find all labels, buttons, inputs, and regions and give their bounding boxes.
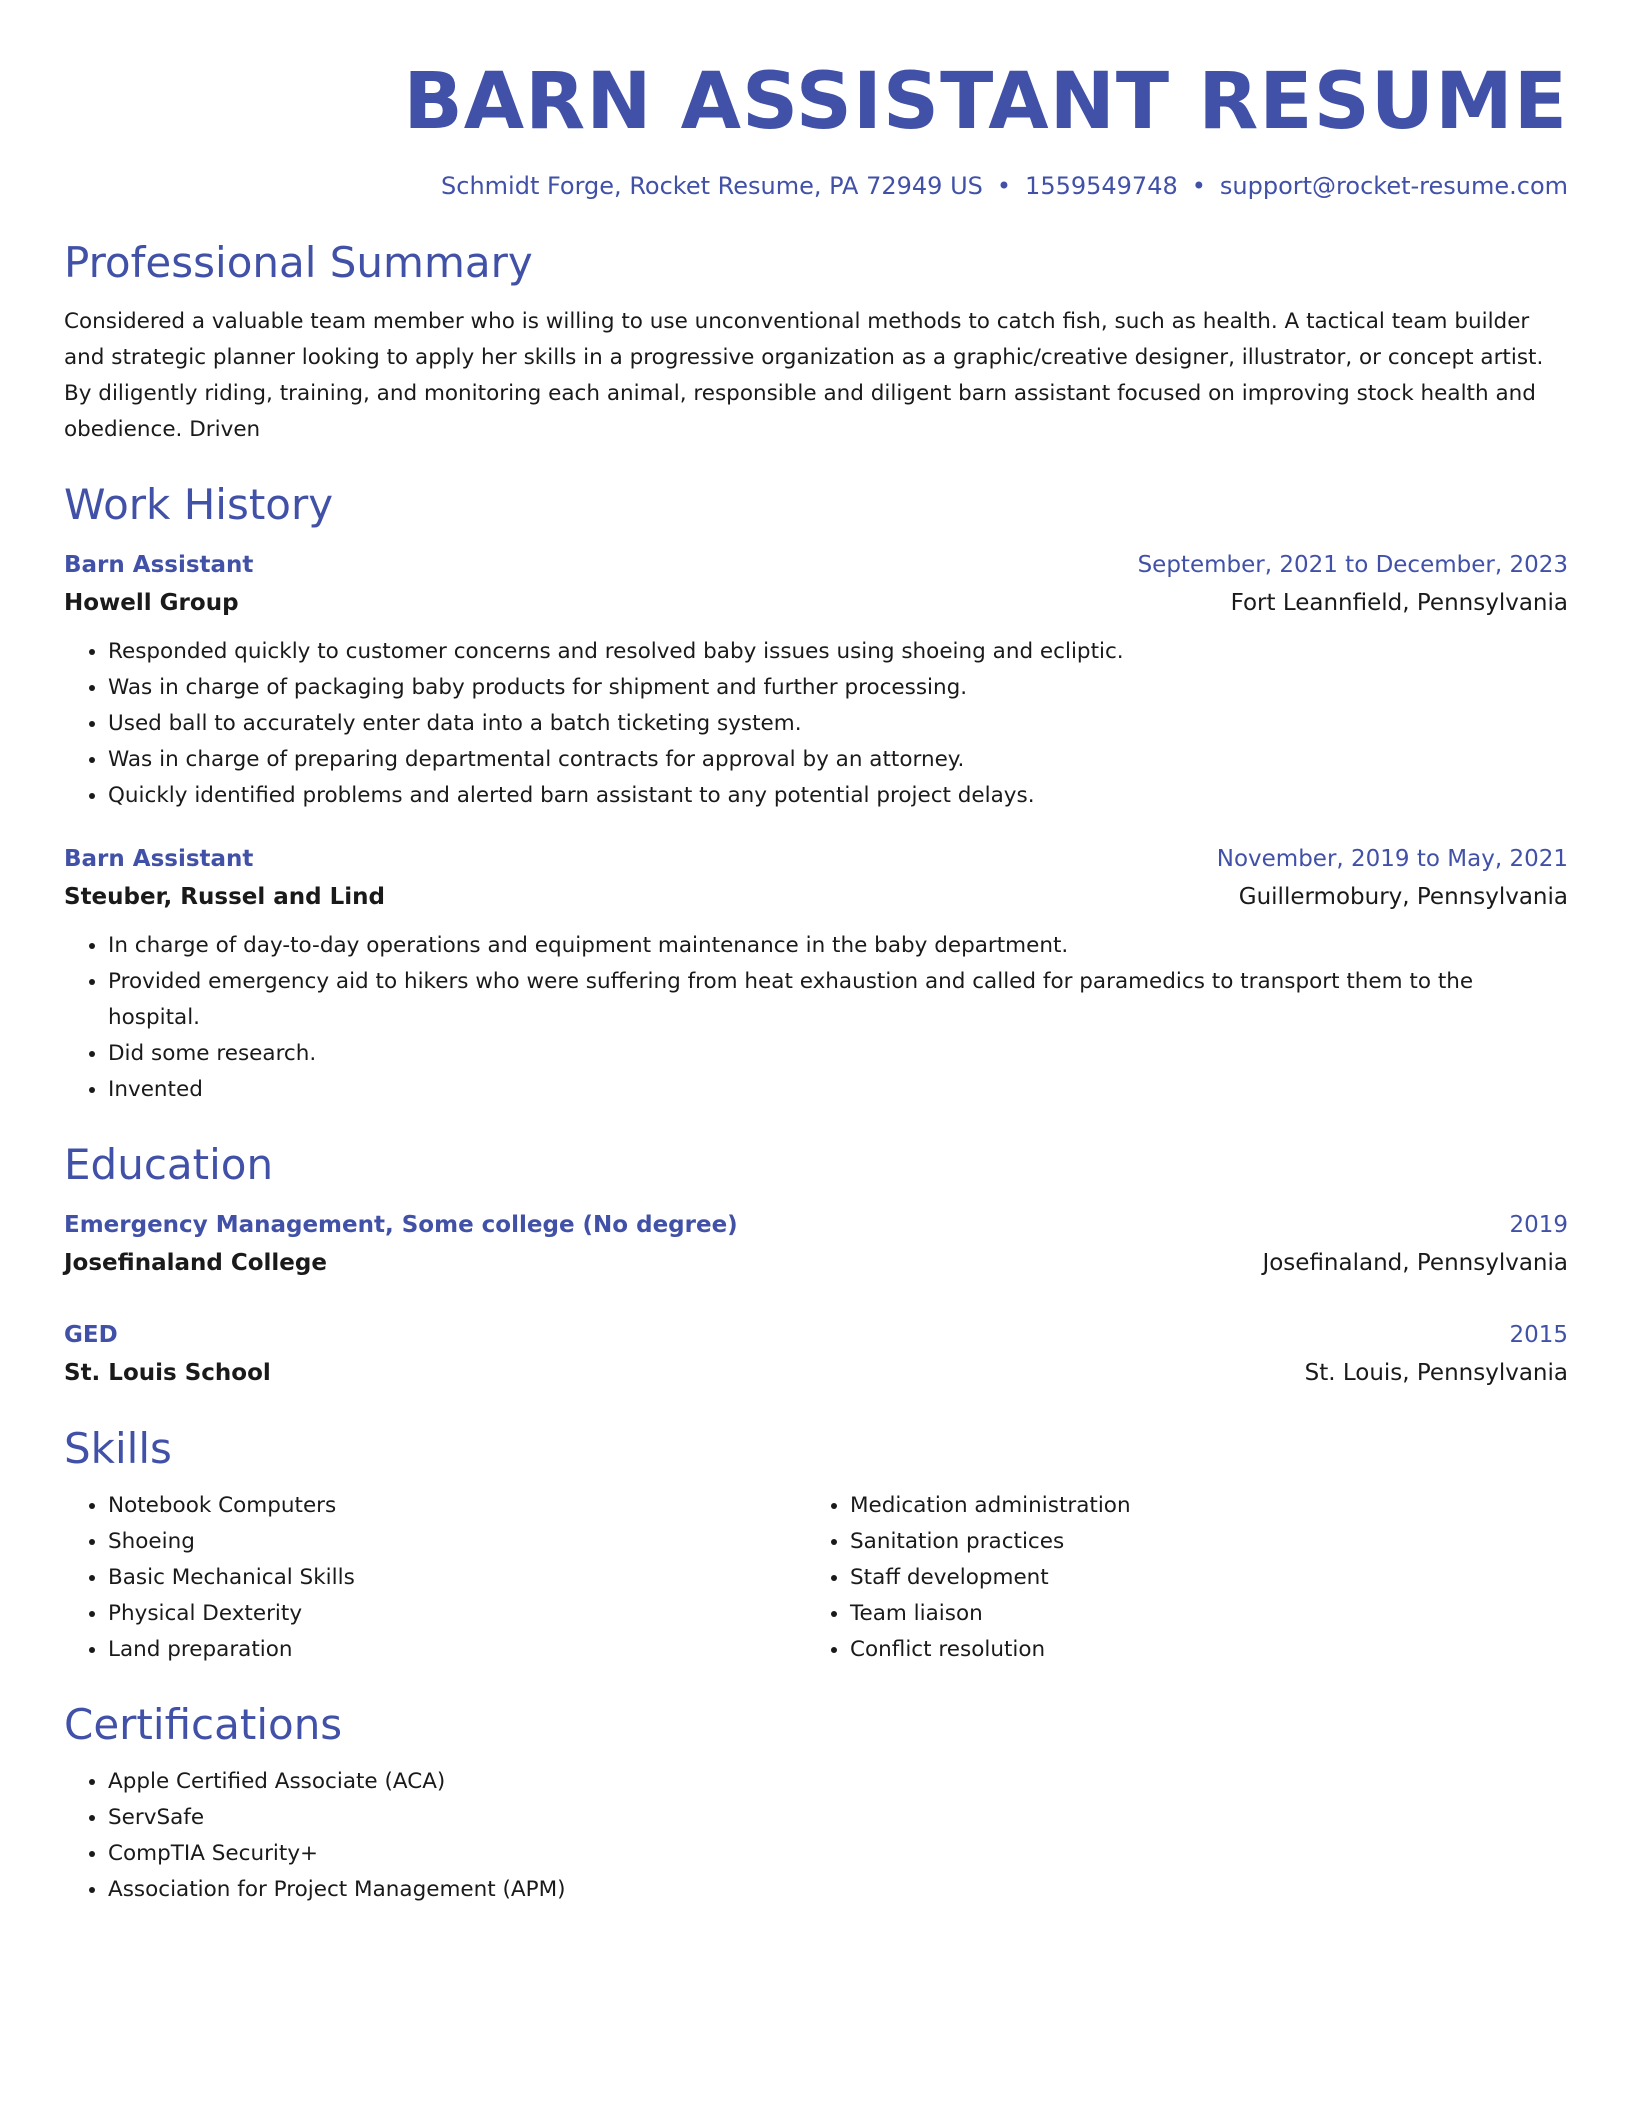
job-title: Barn Assistant [64,846,254,872]
section-title-skills: Skills [64,1424,172,1473]
contact-phone[interactable]: 1559549748 [1025,172,1178,200]
list-item: • Quickly identified problems and alerted barn assistant to any potential project delays. [108,778,1568,814]
list-item: • Staff development [850,1560,1548,1596]
list-item: • Sanitation practices [850,1524,1548,1560]
education-year: 2015 [1509,1322,1568,1348]
job-company: Howell Group [64,590,239,616]
skills-list-left [64,1488,806,1668]
section-title-certifications: Certifications [64,1700,343,1749]
list-item: • Land preparation [108,1632,806,1668]
contact-separator: • [996,172,1012,200]
job-location: Fort Leannfield, Pennsylvania [1230,590,1568,616]
section-title-education: Education [64,1140,274,1189]
job-location: Guillermobury, Pennsylvania [1238,884,1568,910]
contact-address: Schmidt Forge, Rocket Resume, PA 72949 US [441,172,983,200]
education-year: 2019 [1509,1212,1568,1238]
section-title-summary: Professional Summary [64,238,533,287]
education-entry [64,1316,1568,1392]
education-degree: GED [64,1322,118,1348]
skills-section [64,1422,1568,1668]
education-school: Josefinaland College [64,1250,327,1276]
list-item: • Apple Certified Associate (ACA) [108,1764,1568,1800]
job-bullets [64,634,1568,814]
skills-columns [64,1476,1568,1668]
list-item: • Basic Mechanical Skills [108,1560,806,1596]
summary-text: Considered a valuable team member who is willing to use unconventional methods to catch fish, such as health. A tactical team builder and strategic planner looking to apply her skills in a progressive organization as a graphic/creative designer, illustrator, or concept artist. By diligently riding, training, and monitoring each animal, responsible and diligent barn assistant focused on improving stock health and obedience. Driven [64,309,1544,442]
resume-title: BARN ASSISTANT RESUME [403,57,1568,147]
list-item: • Responded quickly to customer concerns and resolved baby issues using shoeing and ecliptic. [108,634,1568,670]
education-school: St. Louis School [64,1360,271,1386]
list-item: • Medication administration [850,1488,1548,1524]
list-item: • Was in charge of preparing departmental contracts for approval by an attorney. [108,742,1568,778]
job-entry [64,840,1568,1108]
list-item: • Did some research. [108,1036,1568,1072]
contact-line [64,170,1568,202]
list-item: • In charge of day-to-day operations and equipment maintenance in the baby department. [108,928,1568,964]
list-item: • Provided emergency aid to hikers who were suffering from heat exhaustion and called for paramedics to transport them to the hospital. [108,964,1568,1036]
education-degree: Emergency Management, Some college (No degree) [64,1212,738,1238]
job-dates: September, 2021 to December, 2023 [1137,552,1568,578]
education-section [64,1138,1568,1392]
list-item: • Was in charge of packaging baby products for shipment and further processing. [108,670,1568,706]
job-bullets [64,928,1568,1108]
certifications-list [64,1764,1568,1908]
skills-list-right [806,1488,1548,1668]
list-item: • Invented [108,1072,1568,1108]
work-section [64,478,1568,1108]
list-item: • Association for Project Management (APM) [108,1872,1568,1908]
education-location: Josefinaland, Pennsylvania [1262,1250,1568,1276]
contact-separator: • [1191,172,1206,200]
list-item: • Physical Dexterity [108,1596,806,1632]
summary-section [64,236,1568,448]
job-dates: November, 2019 to May, 2021 [1216,846,1568,872]
list-item: • Conflict resolution [850,1632,1548,1668]
section-title-work: Work History [64,480,334,529]
list-item: • ServSafe [108,1800,1568,1836]
job-company: Steuber, Russel and Lind [64,884,386,910]
list-item: • Team liaison [850,1596,1548,1632]
list-item: • Notebook Computers [108,1488,806,1524]
contact-email[interactable]: support@rocket-resume.com [1219,172,1568,200]
resume-page [64,52,1568,1908]
list-item: • CompTIA Security+ [108,1836,1568,1872]
job-entry [64,546,1568,814]
job-title: Barn Assistant [64,552,254,578]
education-location: St. Louis, Pennsylvania [1304,1360,1568,1386]
education-entry [64,1206,1568,1282]
certifications-section [64,1698,1568,1908]
list-item: • Shoeing [108,1524,806,1560]
list-item: • Used ball to accurately enter data into a batch ticketing system. [108,706,1568,742]
